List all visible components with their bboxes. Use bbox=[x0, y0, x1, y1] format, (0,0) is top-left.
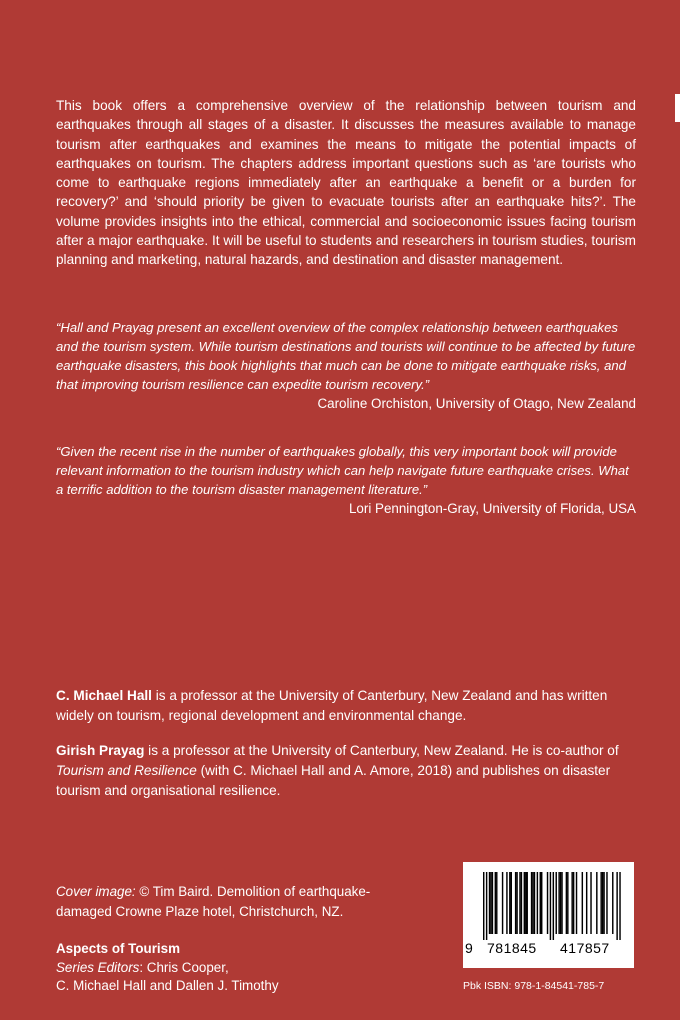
author-bio-text: (with C. Michael Hall and A. Amore, 2018) and publishes on disaster tourism and organisational resilience. bbox=[56, 763, 611, 798]
series-heading: Aspects of Tourism bbox=[56, 941, 181, 956]
barcode-bar bbox=[547, 872, 548, 934]
barcode-bar bbox=[534, 872, 535, 934]
book-title-reference: Tourism and Resilience bbox=[56, 763, 197, 778]
barcode-bar bbox=[586, 872, 587, 934]
barcode-bar bbox=[573, 872, 574, 934]
barcode-bar bbox=[511, 872, 512, 934]
series-editors-label: Series Editors bbox=[56, 959, 140, 975]
barcode-bar bbox=[532, 872, 533, 934]
barcode-bar bbox=[567, 872, 568, 934]
barcode-left-group: 781845 bbox=[487, 940, 537, 956]
barcode-bar bbox=[550, 872, 551, 940]
author-bio-text: is a professor at the University of Canterbury, New Zealand and has written widely on tourism, regional development and environmental change. bbox=[56, 688, 608, 723]
barcode-bar bbox=[616, 872, 617, 940]
barcode-bar bbox=[496, 872, 497, 934]
barcode-bar bbox=[502, 872, 503, 934]
barcode-bar bbox=[486, 872, 487, 940]
barcode-bar bbox=[590, 872, 591, 934]
barcode-bar bbox=[600, 872, 601, 934]
barcode-bar bbox=[541, 872, 542, 934]
barcode-bar bbox=[516, 872, 517, 934]
barcode-bar bbox=[603, 872, 604, 934]
barcode-bar bbox=[495, 872, 496, 934]
barcode-bar bbox=[515, 872, 516, 934]
barcode-bar bbox=[561, 872, 562, 934]
barcode-bar bbox=[576, 872, 577, 934]
barcode-bar bbox=[537, 872, 538, 934]
endorsement-1 bbox=[56, 318, 636, 413]
barcode-bar bbox=[521, 872, 522, 934]
barcode-bar bbox=[525, 872, 526, 934]
barcode-first-digit: 9 bbox=[465, 940, 474, 956]
endorsement-text: “Hall and Prayag present an excellent overview of the complex relationship between earthquakes and the tourism system. While tourism destinations and tourists will continue to be affected by future earthquake disasters, this book highlights that much can be done to mitigate earthquake risks, and that improving tourism resilience can expedite tourism recovery.” bbox=[56, 320, 636, 392]
series-editors-line1: Series Editors: Chris Cooper, bbox=[56, 959, 229, 975]
author-bio-text: is a professor at the University of Canterbury, New Zealand. He is co-author of bbox=[144, 743, 619, 758]
barcode-bar bbox=[524, 872, 525, 934]
endorsement-2 bbox=[56, 442, 636, 518]
author-name: C. Michael Hall bbox=[56, 688, 152, 703]
barcode-bar bbox=[483, 872, 484, 940]
book-description: This book offers a comprehensive overview of the relationship between tourism and earthquakes through all stages of a disaster. It discusses the measures available to manage tourism after earthquakes and examines the means to mitigate the potential impacts of earthquakes on tourism. The chapters address important questions such as ‘are tourists who come to earthquake regions immediately after an earthquake a benefit or a burden for recovery?’ and ‘should priority be given to evacuate tourists after an earthquake hits?’. The volume provides insights into the ethical, commercial and socioeconomic issues facing tourism after a major earthquake. It will be useful to students and researchers in tourism studies, tourism planning and marketing, natural hazards, and destination and disaster management. bbox=[56, 98, 636, 268]
series-editors-line2: C. Michael Hall and Dallen J. Timothy bbox=[56, 978, 279, 993]
barcode-bar bbox=[509, 872, 510, 934]
barcode-bar bbox=[531, 872, 532, 934]
cover-image-credit bbox=[56, 882, 401, 922]
series-info bbox=[56, 940, 279, 996]
endorsement-attribution: Lori Pennington-Gray, University of Florida, USA bbox=[348, 501, 636, 516]
author-bio-prayag bbox=[56, 741, 636, 801]
barcode-bar bbox=[606, 872, 607, 934]
barcode-bar bbox=[506, 872, 507, 934]
barcode-bar bbox=[612, 872, 613, 934]
barcode-bar bbox=[582, 872, 583, 934]
barcode-bar bbox=[571, 872, 572, 934]
barcode-bar bbox=[527, 872, 528, 934]
isbn: Pbk ISBN: 978-1-84541-785-7 bbox=[463, 980, 605, 992]
barcode-bar bbox=[619, 872, 620, 940]
barcode-bar bbox=[540, 872, 541, 934]
barcode-bar bbox=[490, 872, 491, 934]
barcode bbox=[463, 862, 634, 968]
barcode-bar bbox=[556, 872, 557, 934]
barcode-bar bbox=[596, 872, 597, 934]
barcode-bar bbox=[566, 872, 567, 934]
endorsement-text: “Given the recent rise in the number of earthquakes globally, this very important book will provide relevant information to the tourism industry which can help navigate future earthquake crises. What a terrific addition to the tourism disaster management literature.” bbox=[56, 444, 629, 497]
barcode-bar bbox=[489, 872, 490, 934]
barcode-bar bbox=[602, 872, 603, 934]
author-name: Girish Prayag bbox=[56, 743, 145, 758]
barcode-right-group: 417857 bbox=[560, 940, 610, 956]
cover-credit-label: Cover image: bbox=[56, 884, 136, 899]
barcode-bar bbox=[560, 872, 561, 934]
barcode-bars bbox=[471, 872, 626, 942]
barcode-bar bbox=[519, 872, 520, 934]
edge-mark bbox=[675, 94, 680, 122]
barcode-bar bbox=[553, 872, 554, 940]
barcode-bar bbox=[558, 872, 559, 934]
barcode-bar bbox=[492, 872, 493, 934]
author-bio-hall bbox=[56, 686, 636, 726]
cover-credit-text: © Tim Baird. Demolition of earthquake-damaged Crowne Plaze hotel, Christchurch, NZ. bbox=[56, 884, 371, 919]
endorsement-attribution: Caroline Orchiston, University of Otago, New Zealand bbox=[317, 396, 636, 411]
